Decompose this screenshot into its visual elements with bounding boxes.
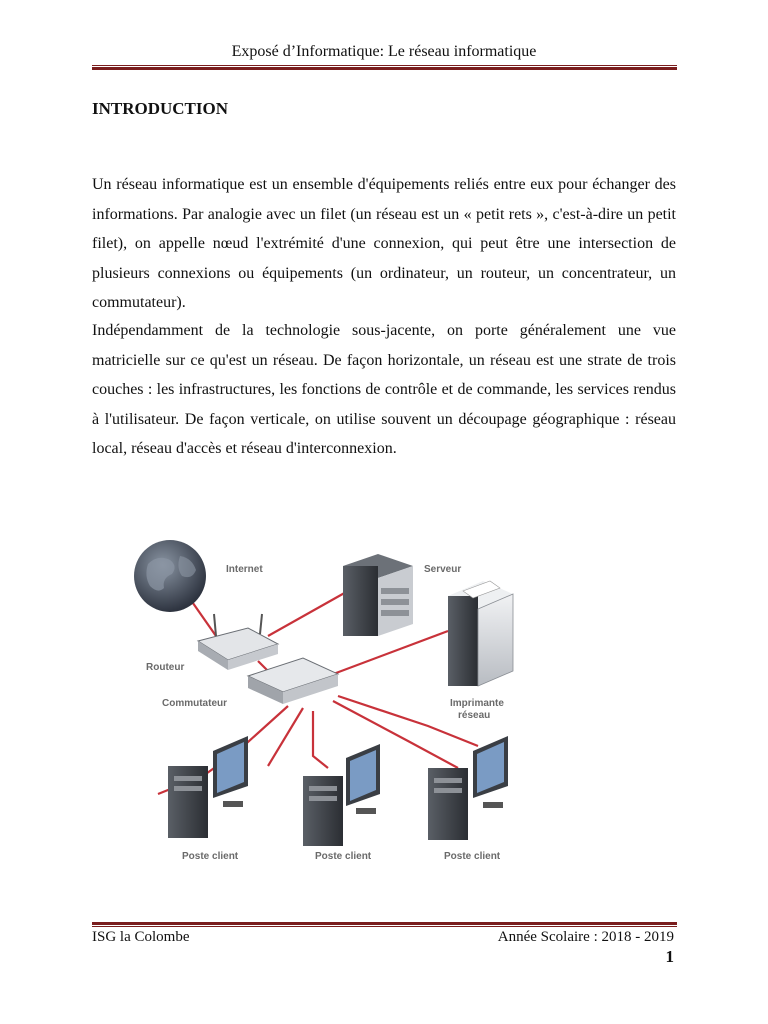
label-imprimante-2: réseau <box>458 710 491 721</box>
label-poste-3: Poste client <box>444 851 501 862</box>
label-commutateur: Commutateur <box>162 698 228 709</box>
paragraph-1-text: Un réseau informatique est un ensemble d'équipements reliés entre eux pour échanger des informations. Par analogie avec un filet (un réseau est un « petit rets », c'est-à-dire un petit filet), on appelle nœud l'extrémité d'une connexion, qui peut être une intersection de plusieurs connexions ou équipements (un ordinateur, un routeur, un concentrateur, un commutateur). <box>92 176 676 311</box>
client-3-icon <box>428 736 508 840</box>
link-router-server <box>268 591 348 636</box>
router-icon <box>198 614 278 670</box>
link-switch-client2 <box>313 711 328 768</box>
page-number: 1 <box>665 947 674 966</box>
globe-icon <box>134 540 206 612</box>
label-routeur: Routeur <box>146 662 185 673</box>
label-poste-1: Poste client <box>182 851 239 862</box>
header-rule-thin <box>92 65 677 66</box>
footer-year: Année Scolaire : 2018 - 2019 <box>497 929 674 945</box>
paragraph-2 <box>92 316 676 464</box>
network-diagram <box>128 536 541 866</box>
client-1-icon <box>168 736 248 838</box>
label-imprimante-1: Imprimante <box>450 698 504 709</box>
server-icon <box>343 554 413 636</box>
paragraph-2-text: Indépendamment de la technologie sous-jacente, on porte généralement une vue matricielle sur ce qu'est un réseau. De façon horizontale, un réseau est une strate de trois couches : les infrastructures, les fonctions de contrôle et de commande, les services rendus à l'utilisateur. De façon verticale, on utilise souvent un découpage géographique : réseau local, réseau d'accès et réseau d'interconnexion. <box>92 322 676 457</box>
footer-school: ISG la Colombe <box>92 929 190 945</box>
printer-icon <box>448 581 513 686</box>
section-heading: INTRODUCTION <box>92 99 229 118</box>
label-serveur: Serveur <box>424 564 462 575</box>
link-mid <box>268 708 303 766</box>
footer-rule-thick <box>92 922 677 925</box>
label-poste-2: Poste client <box>315 851 372 862</box>
paragraph-1 <box>92 170 676 318</box>
link-switch-printer <box>328 631 448 676</box>
header-rule-thick <box>92 67 677 70</box>
document-title: Exposé d’Informatique: Le réseau informatique <box>231 43 537 60</box>
client-2-icon <box>303 744 380 846</box>
label-internet: Internet <box>226 564 263 575</box>
footer-rule-thin <box>92 926 677 927</box>
